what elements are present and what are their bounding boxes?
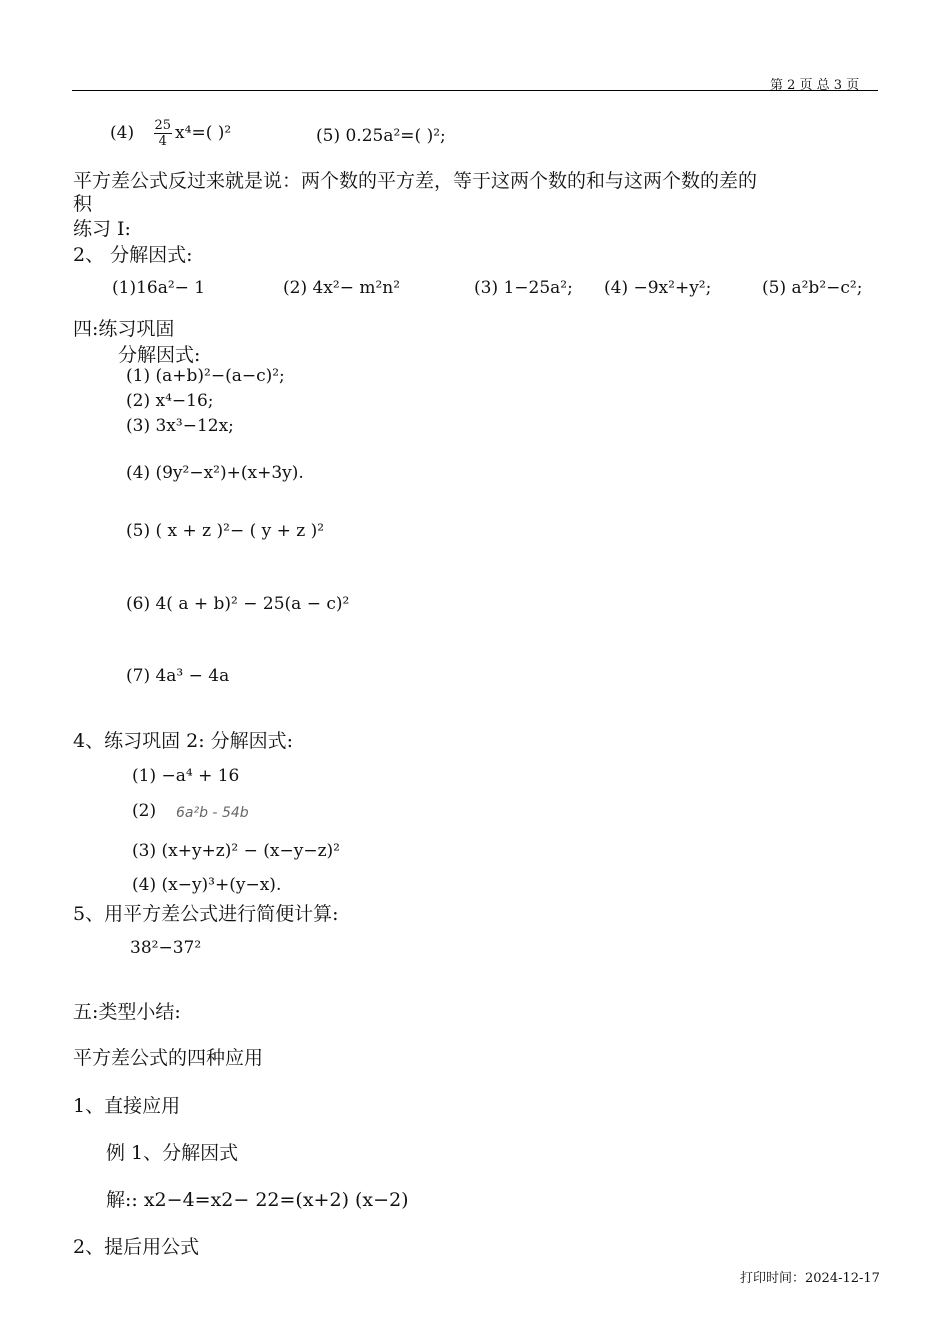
section-4-item: (2) x⁴−16; (126, 391, 214, 411)
intro-item-4-label: (4) (110, 123, 135, 143)
practice-1-item: (3) 1−25a²; (474, 278, 573, 298)
section-4-item: (3) 3x³−12x; (126, 416, 234, 436)
header-rule (72, 90, 878, 91)
application-2: 2、提后用公式 (73, 1236, 200, 1258)
question-5-expr: 38²−37² (130, 938, 202, 958)
section-5-subtitle: 平方差公式的四种应用 (73, 1047, 264, 1069)
print-time: 打印时间：2024-12-17 (740, 1271, 880, 1286)
section-4-item: (4) (9y²−x²)+(x+3y). (126, 463, 304, 483)
practice-2-title: 4、练习巩固 2: 分解因式: (73, 730, 294, 752)
section-4-subtitle: 分解因式: (118, 344, 201, 366)
section-5-title: 五:类型小结: (73, 1001, 181, 1023)
example-1: 例 1、分解因式 (106, 1142, 239, 1164)
practice-2-item: (4) (x−y)³+(y−x). (132, 875, 282, 895)
practice-2-item-formula: 6a²b - 54b (176, 805, 249, 821)
practice-2-item: (3) (x+y+z)² − (x−y−z)² (132, 841, 340, 861)
intro-item-4-expr: x⁴=( )² (175, 123, 232, 143)
practice-2-item-label: (2) (132, 801, 157, 821)
intro-item-4 (110, 118, 231, 149)
fraction-numerator: 25 (154, 118, 172, 133)
explanation-line-2: 积 (73, 193, 93, 215)
explanation-line-1: 平方差公式反过来就是说：两个数的平方差，等于这两个数的和与这两个数的差的 (73, 170, 758, 192)
solution: 解:: x2−4=x2− 22=(x+2) (x−2) (106, 1189, 409, 1211)
practice-2-item: (1) −a⁴ + 16 (132, 766, 240, 786)
page-info: 第 2 页 总 3 页 (770, 78, 860, 93)
fraction-denominator: 4 (158, 134, 167, 149)
question-5-title: 5、用平方差公式进行简便计算: (73, 903, 339, 925)
practice-1-item: (2) 4x²− m²n² (283, 278, 401, 298)
practice-1-title: 练习 I: (73, 218, 131, 240)
section-4-item: (5) ( x + z )²− ( y + z )² (126, 521, 325, 541)
practice-1-item: (1)16a²− 1 (112, 278, 206, 298)
practice-1-question: 2、 分解因式: (73, 244, 193, 266)
section-4-item: (6) 4( a + b)² − 25(a − c)² (126, 594, 350, 614)
application-1: 1、直接应用 (73, 1095, 181, 1117)
practice-1-item: (5) a²b²−c²; (762, 278, 863, 298)
section-4-item: (1) (a+b)²−(a−c)²; (126, 366, 285, 386)
intro-item-5: (5) 0.25a²=( )²; (316, 126, 446, 146)
fraction (154, 118, 173, 149)
section-4-title: 四:练习巩固 (73, 318, 175, 340)
section-4-item: (7) 4a³ − 4a (126, 666, 230, 686)
practice-1-item: (4) −9x²+y²; (604, 278, 712, 298)
